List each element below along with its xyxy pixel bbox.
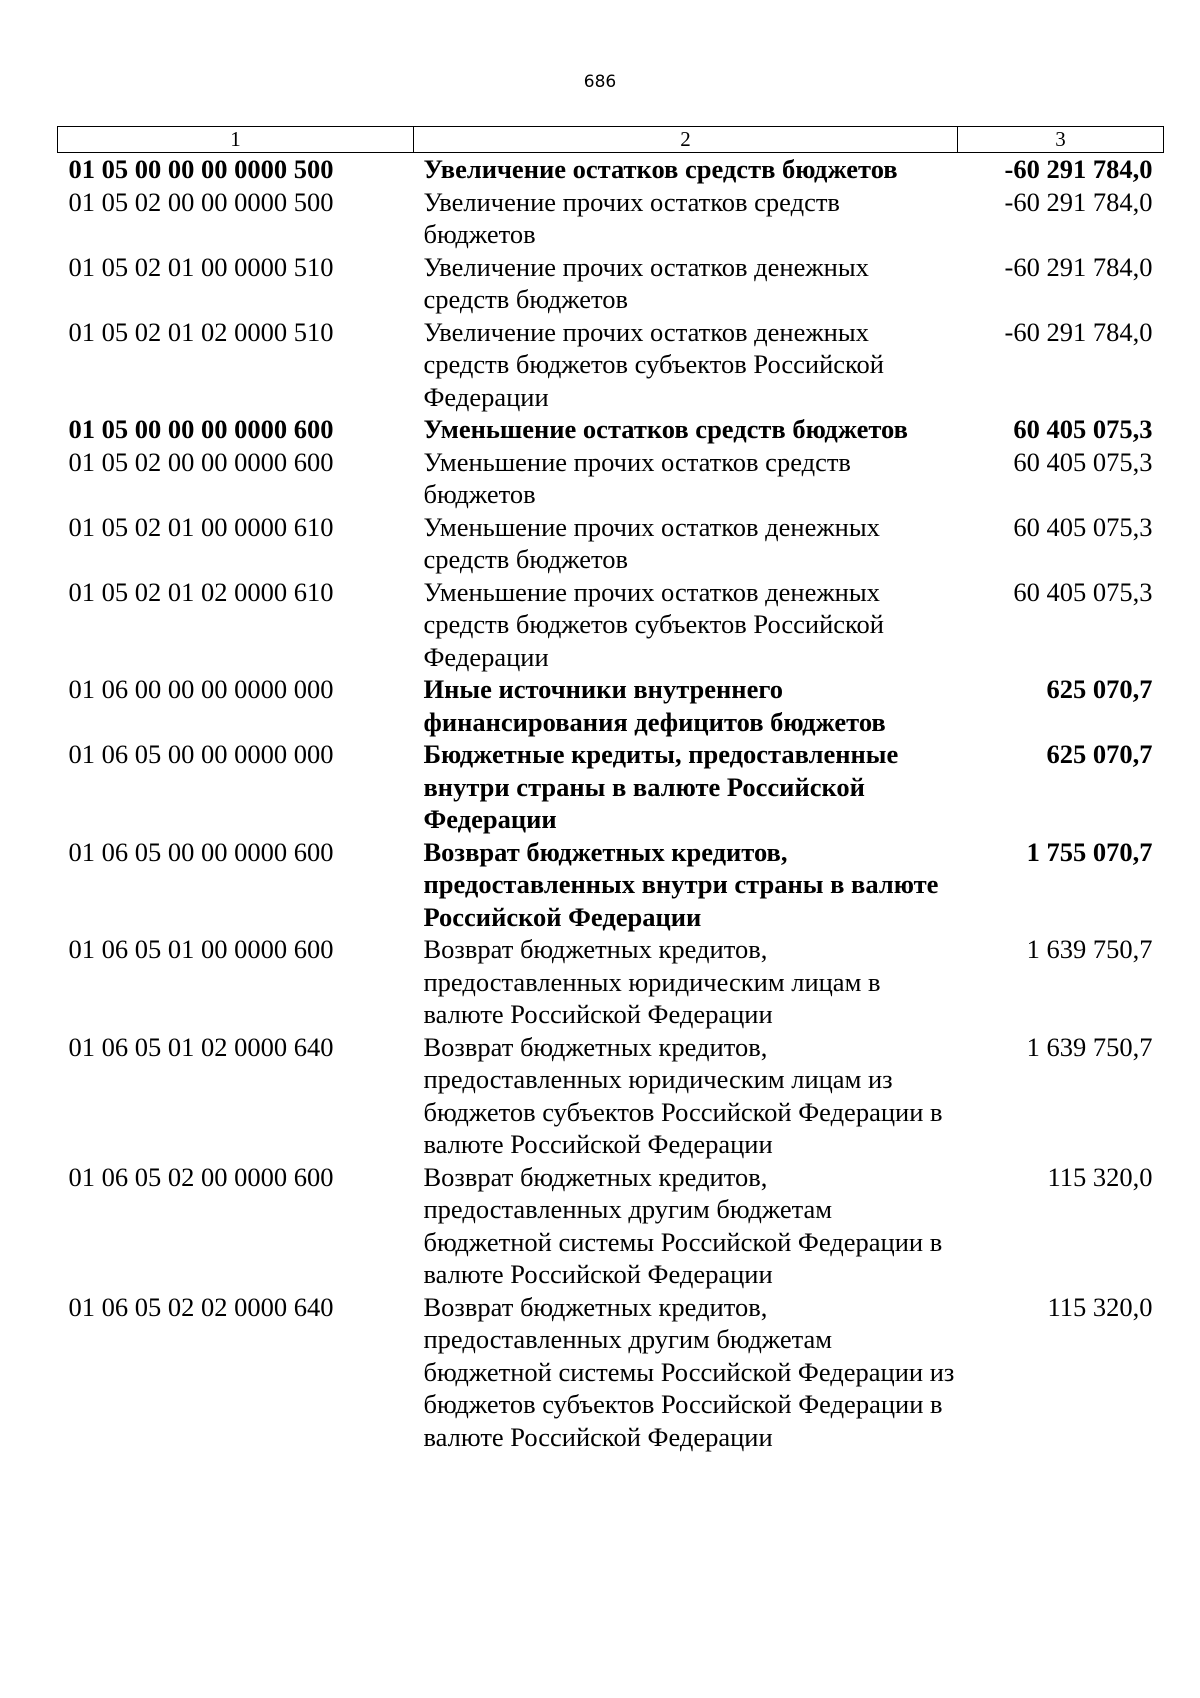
row-amount: 60 405 075,3 (1013, 414, 1153, 444)
row-amount: 115 320,0 (1047, 1161, 1153, 1192)
row-code: 01 06 05 02 00 0000 600 (68, 1161, 334, 1192)
table-row (58, 511, 1164, 576)
row-amount: 115 320,0 (1047, 1291, 1153, 1322)
table-row (58, 413, 1164, 446)
column-header-3: 3 (958, 127, 1164, 153)
row-name: Увеличение прочих остатков денежных средств бюджетов (423, 251, 869, 314)
row-code: 01 05 00 00 00 0000 600 (68, 414, 334, 444)
table-row (58, 738, 1164, 836)
row-code: 01 05 00 00 00 0000 500 (68, 154, 334, 184)
table-row (58, 1291, 1164, 1454)
row-amount: 1 639 750,7 (1026, 934, 1153, 964)
row-amount: 60 405 075,3 (1013, 446, 1153, 477)
row-code: 01 06 05 01 02 0000 640 (68, 1031, 334, 1062)
row-name: Увеличение прочих остатков средств бюджетов (423, 186, 840, 249)
row-code: 01 06 05 00 00 0000 000 (68, 739, 334, 769)
table-row (58, 1161, 1164, 1291)
row-amount: 60 405 075,3 (1013, 576, 1153, 607)
row-name: Уменьшение остатков средств бюджетов (423, 414, 908, 444)
table-row (58, 836, 1164, 934)
column-header-2: 2 (414, 127, 958, 153)
row-code: 01 06 05 02 02 0000 640 (68, 1291, 334, 1322)
table-row (58, 153, 1164, 186)
row-name: Уменьшение прочих остатков денежных средств бюджетов (423, 511, 880, 574)
row-name: Уменьшение прочих остатков денежных средств бюджетов субъектов Российской Федерации (423, 576, 884, 672)
column-header-1: 1 (58, 127, 414, 153)
row-amount: -60 291 784,0 (1004, 154, 1153, 184)
row-name: Иные источники внутреннего финансирования дефицитов бюджетов (423, 674, 886, 737)
row-name: Увеличение остатков средств бюджетов (423, 154, 898, 184)
row-amount: 1 639 750,7 (1026, 1031, 1153, 1062)
row-code: 01 05 02 00 00 0000 500 (68, 186, 334, 217)
row-amount: 60 405 075,3 (1013, 511, 1153, 542)
table-row (58, 186, 1164, 251)
row-name: Возврат бюджетных кредитов, предоставленных другим бюджетам бюджетной системы Российской Федерации из бюджетов субъектов Российской Федерации в валюте Российской Федерации (423, 1291, 955, 1452)
table-row (58, 251, 1164, 316)
row-code: 01 05 02 01 00 0000 510 (68, 251, 334, 282)
row-code: 01 05 02 01 02 0000 610 (68, 576, 334, 607)
row-amount: 1 755 070,7 (1026, 836, 1153, 867)
table-row (58, 446, 1164, 511)
table-row (58, 933, 1164, 1031)
row-name: Возврат бюджетных кредитов, предоставленных внутри страны в валюте Российской Федерации (423, 836, 939, 932)
table-row (58, 576, 1164, 674)
table-header-row (58, 127, 1164, 153)
row-name: Возврат бюджетных кредитов, предоставленных юридическим лицам в валюте Российской Федерации (423, 934, 881, 1029)
row-code: 01 06 05 00 00 0000 600 (68, 836, 334, 867)
sources-table (57, 126, 1164, 1453)
row-name: Бюджетные кредиты, предоставленные внутри страны в валюте Российской Федерации (423, 739, 899, 834)
row-code: 01 05 02 01 02 0000 510 (68, 316, 334, 347)
row-code: 01 05 02 00 00 0000 600 (68, 446, 334, 477)
row-amount: -60 291 784,0 (1004, 316, 1153, 347)
row-amount: 625 070,7 (1046, 674, 1153, 704)
row-code: 01 06 05 01 00 0000 600 (68, 934, 334, 964)
row-code: 01 06 00 00 00 0000 000 (68, 674, 334, 704)
row-code: 01 05 02 01 00 0000 610 (68, 511, 334, 542)
page-number: 686 (583, 72, 617, 92)
row-name: Возврат бюджетных кредитов, предоставленных другим бюджетам бюджетной системы Российской Федерации в валюте Российской Федерации (423, 1161, 943, 1289)
row-amount: -60 291 784,0 (1004, 186, 1153, 217)
table-row (58, 316, 1164, 414)
table-row (58, 1031, 1164, 1161)
row-name: Возврат бюджетных кредитов, предоставленных юридическим лицам из бюджетов субъектов Российской Федерации в валюте Российской Федерации (423, 1031, 943, 1159)
row-amount: 625 070,7 (1046, 739, 1153, 769)
table-row (58, 673, 1164, 738)
row-name: Уменьшение прочих остатков средств бюджетов (423, 446, 851, 509)
row-name: Увеличение прочих остатков денежных средств бюджетов субъектов Российской Федерации (423, 316, 884, 412)
row-amount: -60 291 784,0 (1004, 251, 1153, 282)
